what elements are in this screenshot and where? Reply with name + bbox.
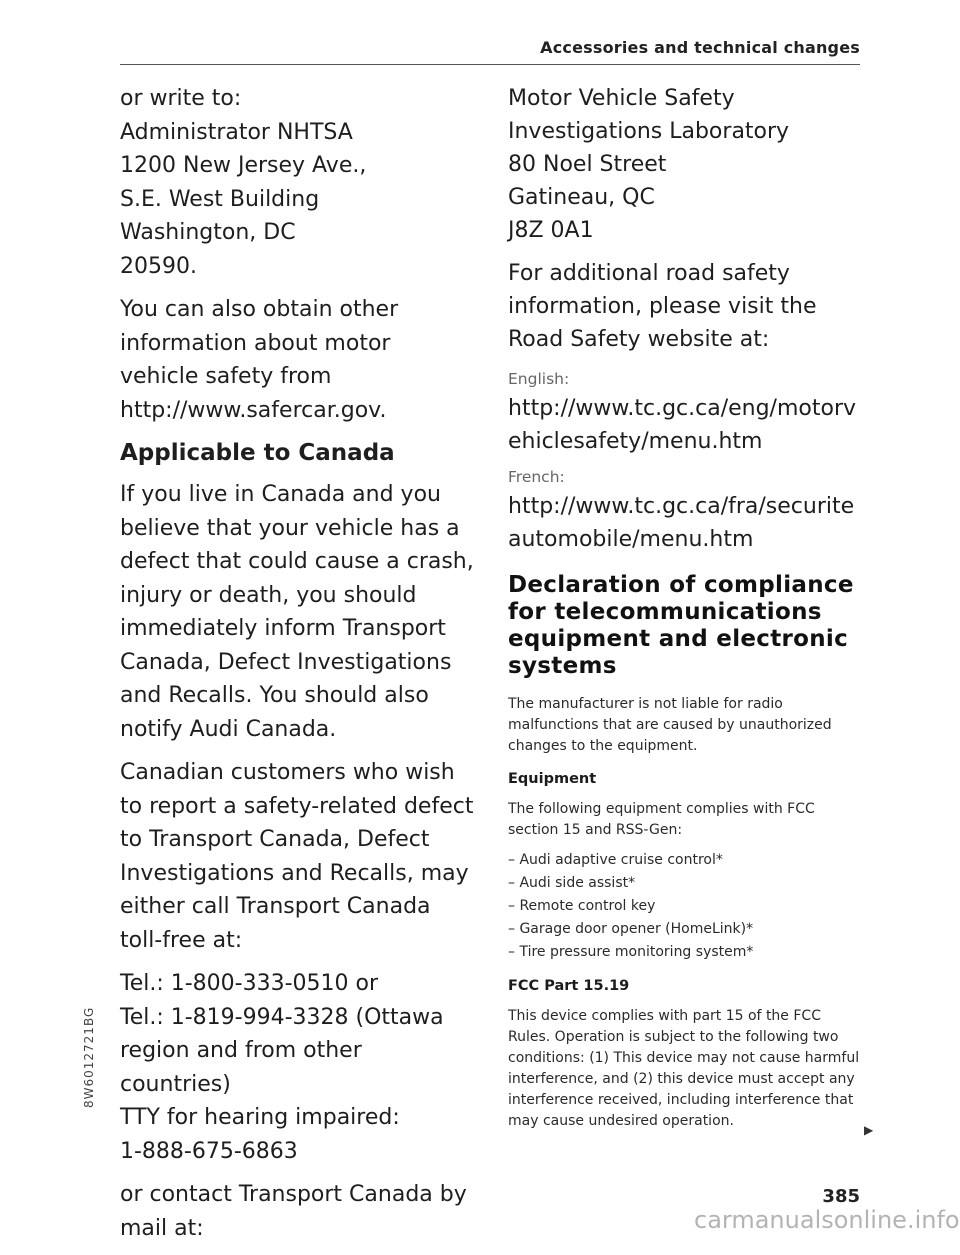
english-label: English: — [508, 370, 570, 388]
address-line: Washington, DC — [120, 220, 296, 245]
declaration-heading: Declaration of compliance for telecommunications equipment and electronic systems — [508, 572, 854, 679]
mail-address-line: Gatineau, QC — [508, 185, 655, 210]
mail-address-line: 80 Noel Street — [508, 152, 667, 177]
address-intro: or write to: — [120, 86, 242, 111]
customers-paragraph: Canadian customers who wish to report a safety-related defect to Transport Canada, Defect Investigations and Recalls, may either call Transport Canada toll-free at: — [120, 760, 474, 953]
tel-line: 1-888-675-6863 — [120, 1138, 298, 1164]
canada-heading: Applicable to Canada — [120, 440, 395, 466]
transport-canada-address — [508, 82, 860, 247]
page-header-title: Accessories and technical changes — [540, 38, 860, 57]
margin-code: 8W6012721BG — [82, 1006, 96, 1108]
play-arrow-icon: ▶ — [864, 1123, 874, 1137]
address-line: Administrator NHTSA — [120, 119, 353, 145]
nhtsa-address — [120, 116, 475, 284]
tel-line: TTY for hearing impaired: — [120, 1105, 400, 1130]
header-divider — [120, 64, 860, 65]
left-column — [120, 82, 475, 1255]
mail-paragraph: or contact Transport Canada by mail at: — [120, 1182, 467, 1241]
address-line: S.E. West Building — [120, 186, 320, 212]
manufacturer-paragraph: The manufacturer is not liable for radio malfunctions that are caused by unauthorized changes to the equipment. — [508, 696, 832, 754]
canada-paragraph: If you live in Canada and you believe that your vehicle has a defect that could cause a crash, injury or death, you should immediately inform Transport Canada, Defect Investigations and Recalls. You should also notify Audi Canada. — [120, 482, 474, 742]
list-item: – Garage door opener (HomeLink)* — [508, 918, 860, 941]
mail-address-line: J8Z 0A1 — [508, 218, 594, 243]
telephone-block — [120, 967, 475, 1168]
equipment-list — [508, 849, 860, 964]
watermark: carmanualsonline.info — [694, 1206, 960, 1234]
tel-line: Tel.: 1-800-333-0510 or — [120, 971, 379, 996]
page-number: 385 — [822, 1186, 860, 1207]
french-url[interactable]: http://www.tc.gc.ca/fra/securiteautomobile/menu.htm — [508, 494, 855, 552]
equipment-intro: The following equipment complies with FCC section 15 and RSS-Gen: — [508, 801, 815, 838]
list-item: – Tire pressure monitoring system* — [508, 941, 860, 964]
right-column — [508, 82, 860, 1140]
list-item: – Audi adaptive cruise control* — [508, 849, 860, 872]
list-item: – Audi side assist* — [508, 872, 860, 895]
address-line: 20590. — [120, 253, 197, 279]
english-url[interactable]: http://www.tc.gc.ca/eng/motorvehiclesafety/menu.htm — [508, 396, 857, 454]
fcc-heading: FCC Part 15.19 — [508, 978, 630, 994]
equipment-heading: Equipment — [508, 771, 597, 787]
road-safety-paragraph: For additional road safety information, please visit the Road Safety website at: — [508, 261, 817, 352]
french-label: French: — [508, 468, 565, 486]
list-item: – Remote control key — [508, 895, 860, 918]
fcc-paragraph: This device complies with part 15 of the FCC Rules. Operation is subject to the following two conditions: (1) This device may not cause harmful interference, and (2) this device must accept any interference received, including interference that may cause undesired operation. — [508, 1008, 860, 1129]
safercar-info-paragraph: You can also obtain other information about motor vehicle safety from http://www.safercar.gov. — [120, 297, 399, 423]
mail-address-line: Motor Vehicle Safety Investigations Laboratory — [508, 86, 790, 144]
address-line: 1200 New Jersey Ave., — [120, 153, 367, 178]
tel-line: Tel.: 1-819-994-3328 (Ottawa region and from other countries) — [120, 1004, 444, 1097]
